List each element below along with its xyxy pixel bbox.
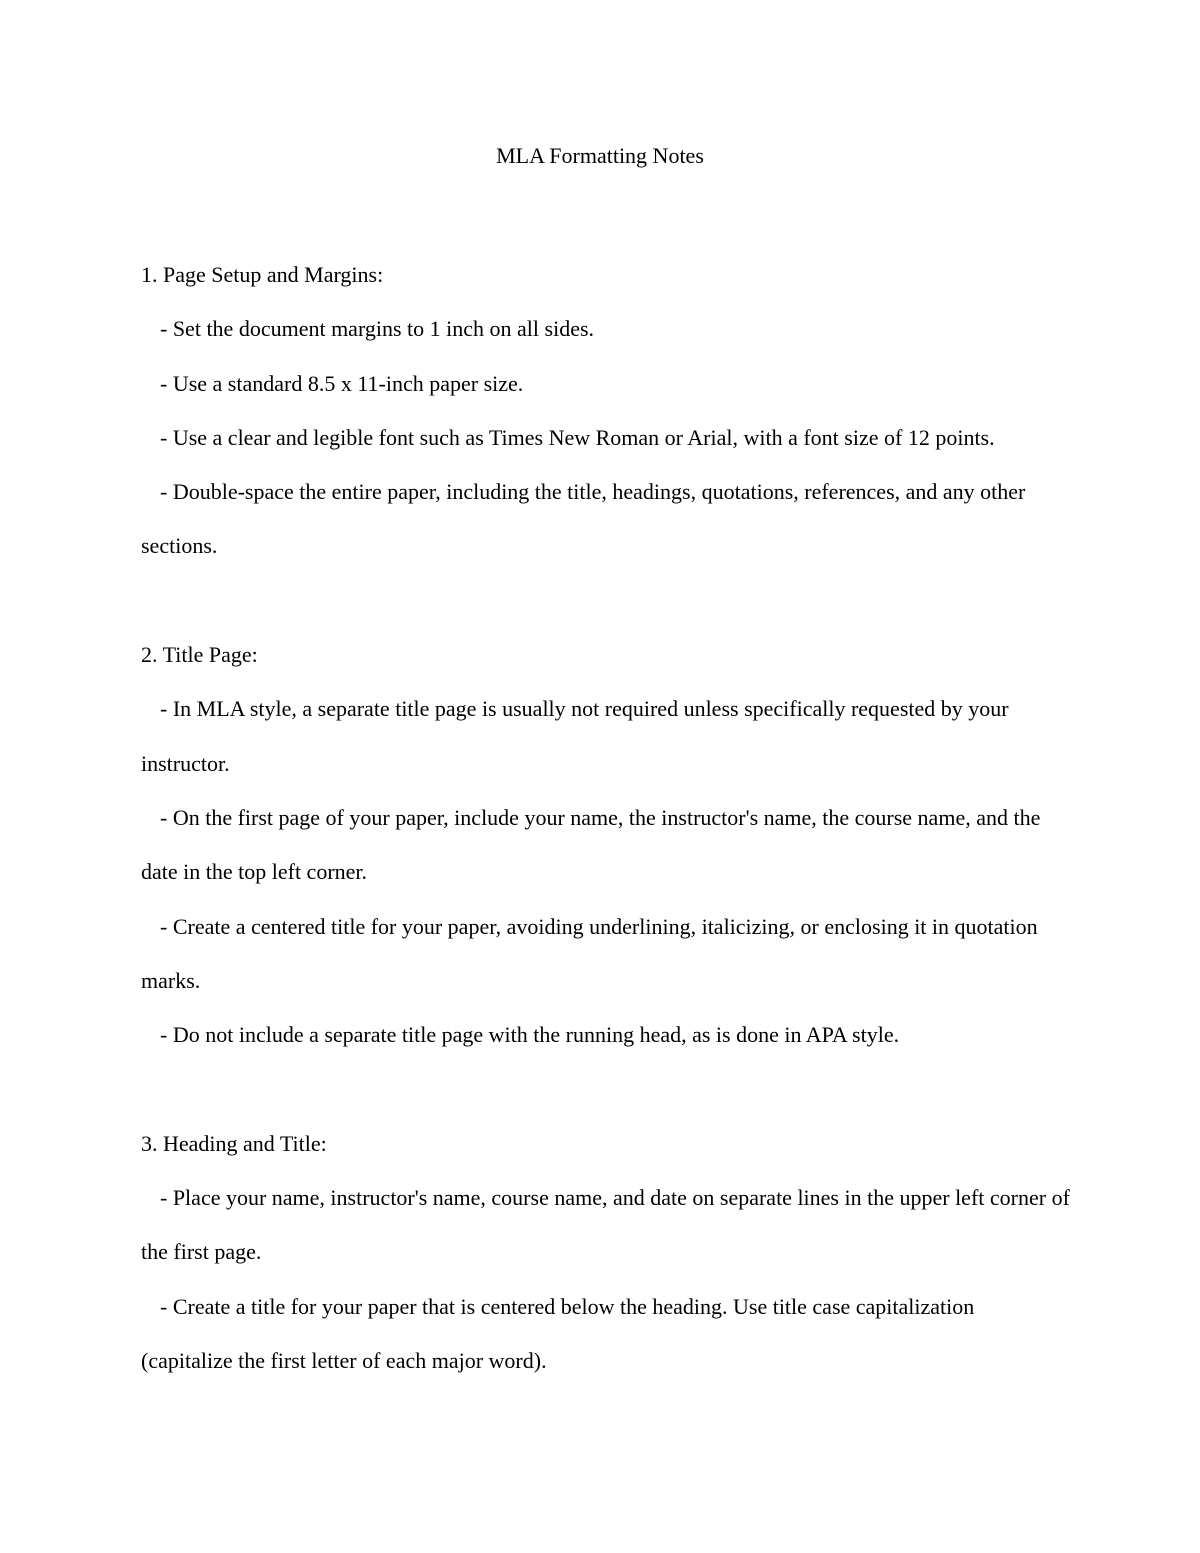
section-heading-and-title xyxy=(141,1117,1071,1388)
list-item: - Set the document margins to 1 inch on all sides. xyxy=(160,316,595,342)
section-title-page xyxy=(141,628,1071,1062)
list-item: - Use a standard 8.5 x 11-inch paper size. xyxy=(160,370,524,396)
section-page-setup xyxy=(141,248,1071,574)
list-item: - In MLA style, a separate title page is usually not required unless specifically requested by your instructor. xyxy=(141,696,1009,776)
document-body xyxy=(141,248,1071,1443)
list-item: - Place your name, instructor's name, course name, and date on separate lines in the upper left corner of the first page. xyxy=(141,1185,1070,1265)
list-item: - Use a clear and legible font such as Times New Roman or Arial, with a font size of 12 points. xyxy=(160,424,995,450)
document-title: MLA Formatting Notes xyxy=(496,143,704,168)
list-item: - On the first page of your paper, include your name, the instructor's name, the course name, and the date in the top left corner. xyxy=(141,804,1041,885)
list-item: - Do not include a separate title page with the running head, as is done in APA style. xyxy=(160,1022,900,1048)
list-item: - Create a title for your paper that is centered below the heading. Use title case capitalization (capitalize the first letter of each major word). xyxy=(141,1293,975,1373)
section-heading: 2. Title Page: xyxy=(141,642,258,668)
list-item: - Double-space the entire paper, including the title, headings, quotations, references, and any other sections. xyxy=(141,479,1026,559)
section-heading: 3. Heading and Title: xyxy=(141,1130,327,1156)
list-item: - Create a centered title for your paper, avoiding underlining, italicizing, or enclosing it in quotation marks. xyxy=(141,913,1038,993)
section-heading: 1. Page Setup and Margins: xyxy=(141,262,384,287)
